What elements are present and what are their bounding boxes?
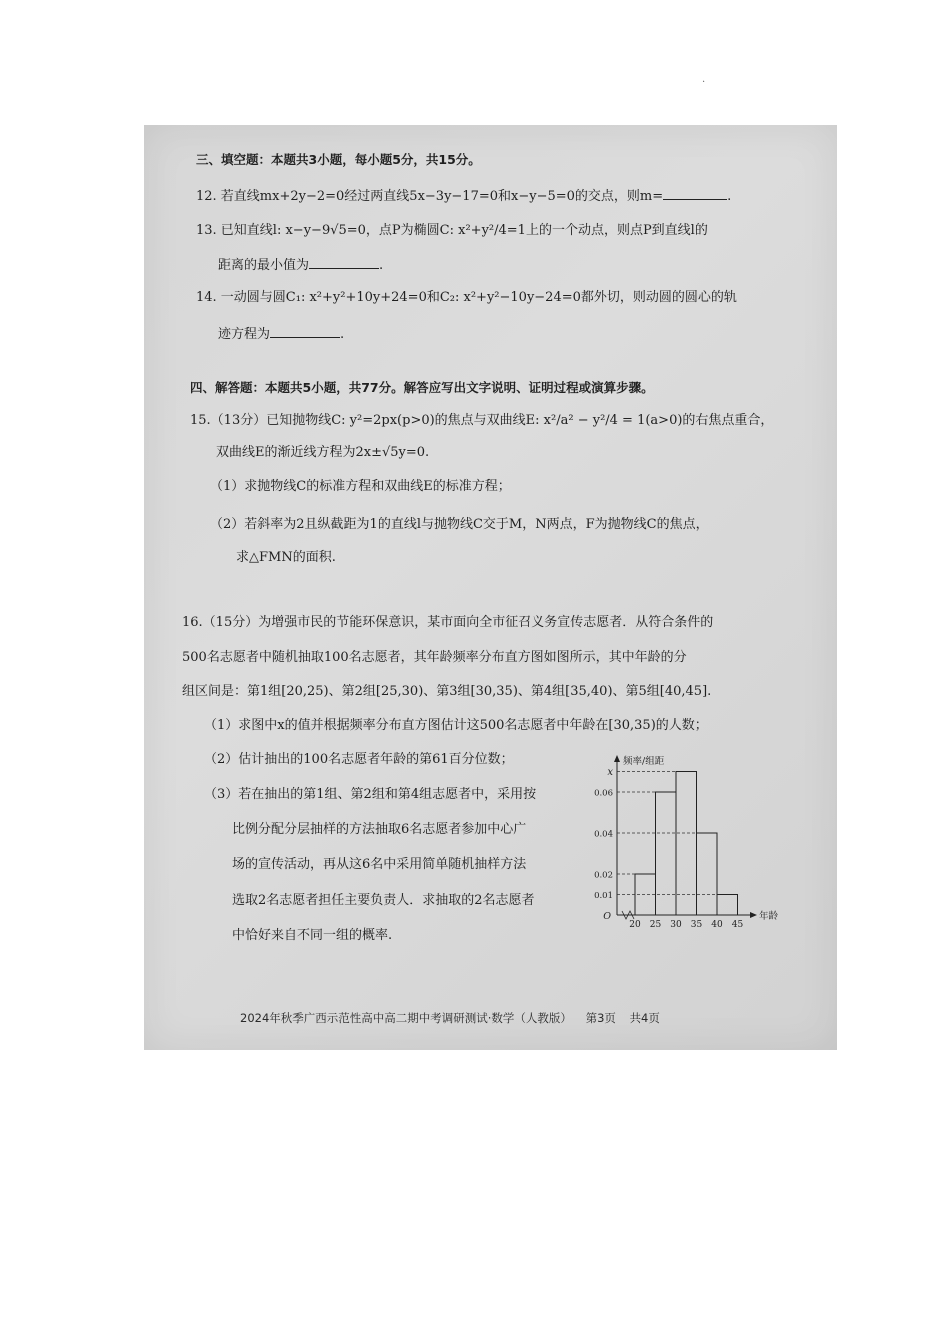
answer-blank-14[interactable] — [270, 325, 340, 338]
y-axis-label: 频率/组距 — [623, 756, 665, 767]
question-13-text: 距离的最小值为 — [218, 258, 310, 273]
question-14: 14. 一动圆与圆C₁: x²+y²+10y+24=0和C₂: x²+y²−10y−24=0都外切，则动圆的圆心的轨 — [196, 290, 737, 305]
histogram-bar — [656, 792, 677, 915]
x-tick-label: 35 — [690, 920, 703, 930]
x-axis-label: 年龄 — [759, 911, 779, 922]
footer-total: 共4页 — [629, 1011, 660, 1025]
question-15-part1: （1）求抛物线C的标准方程和双曲线E的标准方程； — [210, 479, 511, 494]
y-tick-label: 0.04 — [594, 829, 613, 840]
y-tick-label: x — [607, 767, 613, 778]
origin-label: O — [603, 911, 611, 922]
section3-heading: 三、填空题：本题共3小题，每小题5分，共15分。 — [196, 152, 481, 167]
x-tick-label: 45 — [731, 920, 744, 930]
question-15-part2-cont: 求△FMN的面积. — [236, 550, 336, 565]
footer-page: 第3页 — [585, 1011, 616, 1025]
answer-blank-13[interactable] — [309, 256, 379, 269]
question-16-part3: （3）若在抽出的第1组、第2组和第4组志愿者中，采用按 — [204, 787, 537, 802]
corner-dot: . — [702, 74, 706, 85]
x-axis-arrow — [750, 912, 757, 918]
question-13-cont: 距离的最小值为 . — [218, 258, 384, 273]
y-tick-label: 0.01 — [594, 891, 613, 901]
histogram-bar — [717, 895, 738, 916]
x-tick-label: 25 — [649, 920, 662, 930]
y-tick-label: 0.06 — [594, 788, 613, 799]
y-axis-arrow — [614, 755, 620, 762]
question-16-part3-l4: 选取2名志愿者担任主要负责人．求抽取的2名志愿者 — [232, 893, 535, 908]
x-tick-label: 40 — [711, 920, 723, 930]
x-tick-label: 30 — [670, 920, 682, 930]
histogram-bar — [676, 772, 697, 916]
footer-title: 2024年秋季广西示范性高中高二期中考调研测试·数学（人教版） — [240, 1011, 572, 1025]
axis-break-mark — [622, 911, 634, 919]
question-16-part3-l5: 中恰好来自不同一组的概率. — [232, 928, 393, 943]
question-14-text: 迹方程为 — [218, 327, 271, 342]
y-tick-label: 0.02 — [594, 870, 613, 881]
question-12-text: 12. 若直线mx+2y−2=0经过两直线5x−3y−17=0和x−y−5=0的交点，则m= — [196, 189, 664, 204]
question-15-cont: 双曲线E的渐近线方程为2x±√5y=0. — [216, 445, 430, 460]
question-16-part1: （1）求图中x的值并根据频率分布直方图估计这500名志愿者中年龄在[30,35)的人数； — [204, 718, 708, 733]
page-footer — [240, 1010, 670, 1026]
answer-blank-12[interactable] — [663, 187, 727, 200]
frequency-histogram — [585, 750, 779, 930]
question-13: 13. 已知直线l: x−y−9√5=0，点P为椭圆C: x²+y²/4=1上的一个动点，则点P到直线l的 — [196, 223, 708, 238]
question-16-line2: 500名志愿者中随机抽取100名志愿者，其年龄频率分布直方图如图所示，其中年龄的分 — [182, 650, 687, 665]
question-16-part3-l2: 比例分配分层抽样的方法抽取6名志愿者参加中心广 — [232, 822, 527, 837]
question-12: 12. 若直线mx+2y−2=0经过两直线5x−3y−17=0和x−y−5=0的交点，则m= . — [196, 189, 732, 204]
histogram-bar — [697, 833, 718, 915]
section4-heading: 四、解答题：本题共5小题，共77分。解答应写出文字说明、证明过程或演算步骤。 — [190, 380, 654, 395]
question-16-part2: （2）估计抽出的100名志愿者年龄的第61百分位数； — [204, 752, 514, 767]
question-15-part2: （2）若斜率为2且纵截距为1的直线l与抛物线C交于M，N两点，F为抛物线C的焦点， — [210, 517, 709, 532]
x-tick-label: 20 — [629, 920, 641, 930]
question-16: 16.（15分）为增强市民的节能环保意识，某市面向全市征召义务宣传志愿者．从符合条件的 — [182, 615, 714, 630]
question-16-part3-l3: 场的宣传活动，再从这6名中采用简单随机抽样方法 — [232, 857, 527, 872]
question-14-cont: 迹方程为 . — [218, 327, 345, 342]
question-15: 15.（13分）已知抛物线C: y²=2px(p>0)的焦点与双曲线E: x²/a² − y²/4 = 1(a>0)的右焦点重合， — [190, 413, 774, 428]
question-16-line3: 组区间是：第1组[20,25)、第2组[25,30)、第3组[30,35)、第4组[35,40)、第5组[40,45]. — [182, 684, 712, 699]
